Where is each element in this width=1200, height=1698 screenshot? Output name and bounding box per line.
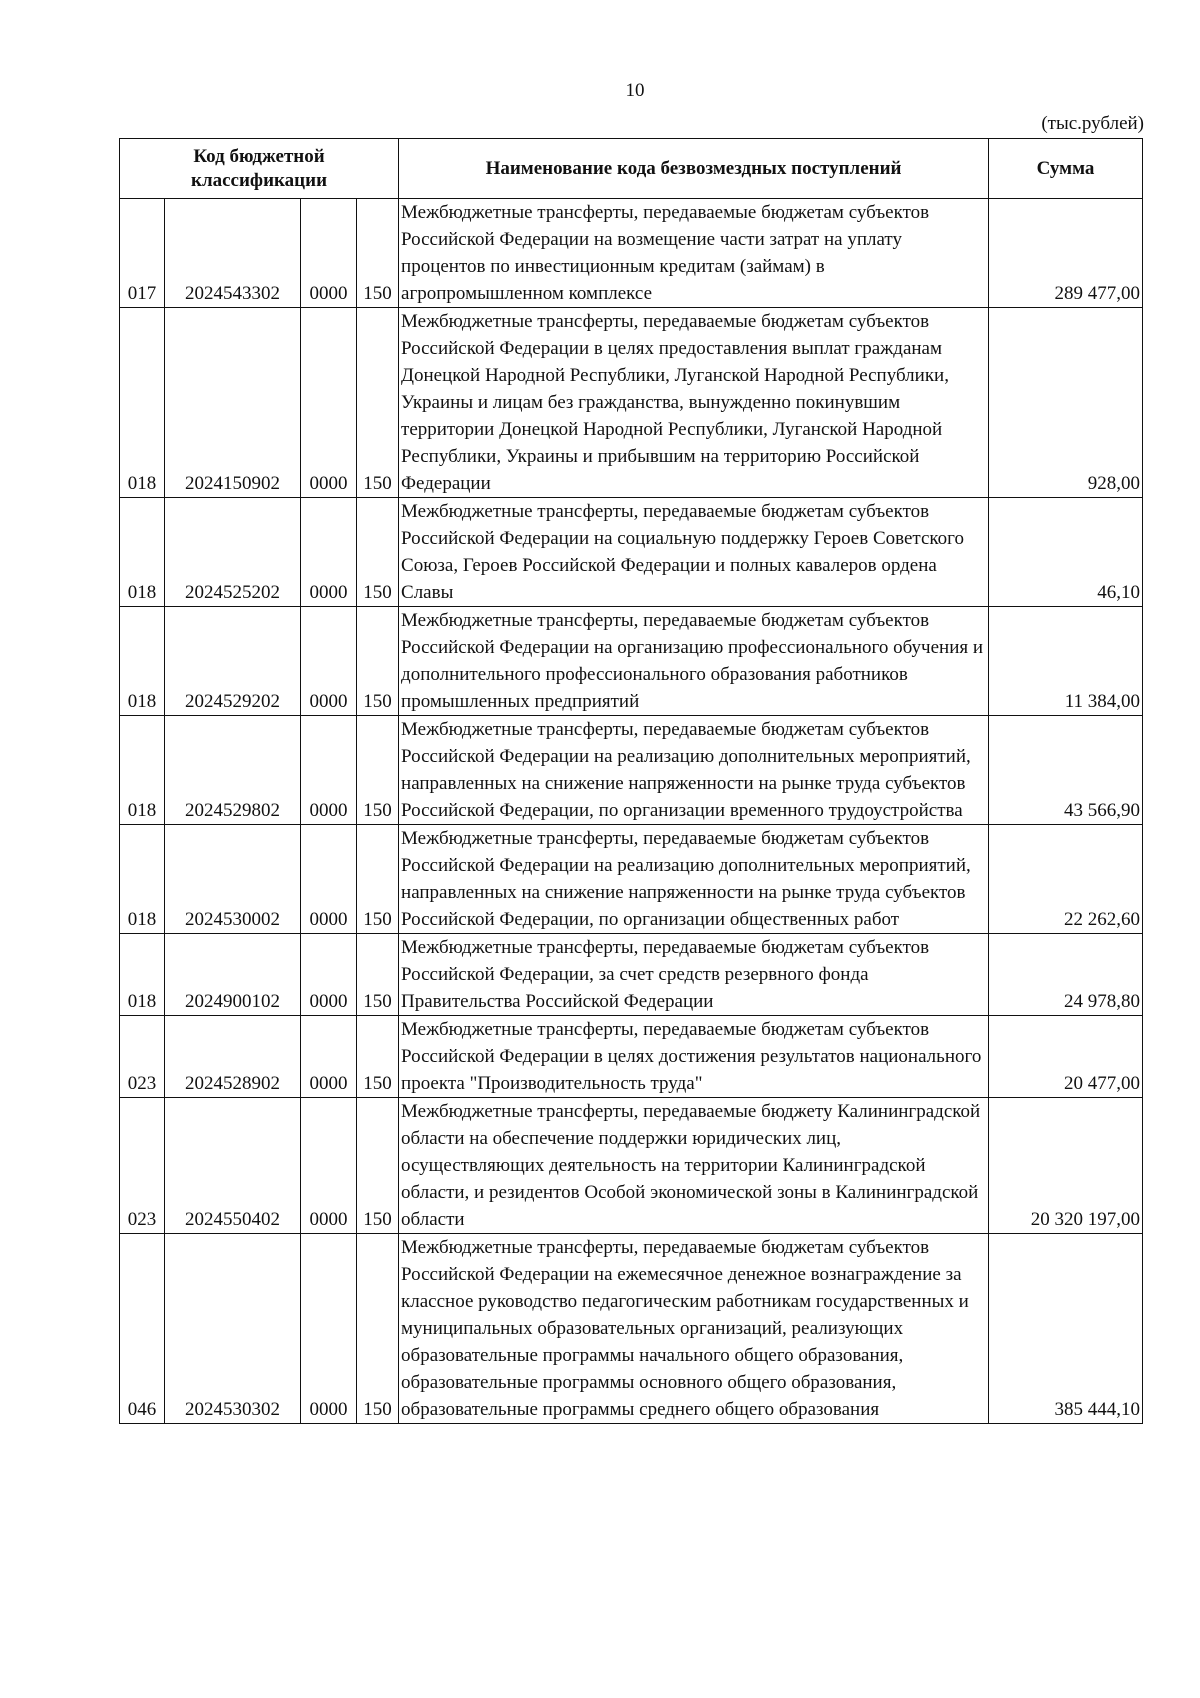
- sub-code-cell: 0000: [301, 1016, 357, 1098]
- budget-code-cell: 2024543302: [165, 199, 301, 308]
- page-number: 10: [625, 80, 645, 101]
- name-cell: Межбюджетные трансферты, передаваемые бюджетам субъектов Российской Федерации на организацию профессионального обучения и дополнительного профессионального образования работников промышленных предприятий: [399, 607, 989, 716]
- budget-code-cell: 2024530002: [165, 825, 301, 934]
- sub-code-cell: 0000: [301, 607, 357, 716]
- amount-cell: 22 262,60: [989, 825, 1143, 934]
- amount-cell: 43 566,90: [989, 716, 1143, 825]
- sub-code-cell: 0000: [301, 199, 357, 308]
- kosgu-code-cell: 150: [357, 1098, 399, 1234]
- name-cell: Межбюджетные трансферты, передаваемые бюджетам субъектов Российской Федерации на реализацию дополнительных мероприятий, направленных на снижение напряженности на рынке труда субъектов Российской Федерации, по организации общественных работ: [399, 825, 989, 934]
- name-cell: Межбюджетные трансферты, передаваемые бюджетам субъектов Российской Федерации, за счет средств резервного фонда Правительства Российской Федерации: [399, 934, 989, 1016]
- sub-code-cell: 0000: [301, 308, 357, 498]
- admin-code-cell: 018: [120, 716, 165, 825]
- sub-code-cell: 0000: [301, 825, 357, 934]
- admin-code-cell: 023: [120, 1098, 165, 1234]
- admin-code-cell: 018: [120, 934, 165, 1016]
- table-row: [120, 716, 1143, 825]
- header-name: Наименование кода безвозмездных поступлений: [399, 139, 989, 199]
- amount-cell: 289 477,00: [989, 199, 1143, 308]
- table-row: [120, 1016, 1143, 1098]
- name-cell: Межбюджетные трансферты, передаваемые бюджетам субъектов Российской Федерации на ежемесячное денежное вознаграждение за классное руководство педагогическим работникам государственных и муниципальных образовательных организаций, реализующих образовательные программы начального общего образования, образовательные программы основного общего образования, образовательные программы среднего общего образования: [399, 1234, 989, 1424]
- amount-cell: 46,10: [989, 498, 1143, 607]
- budget-code-cell: 2024528902: [165, 1016, 301, 1098]
- kosgu-code-cell: 150: [357, 825, 399, 934]
- amount-cell: 11 384,00: [989, 607, 1143, 716]
- kosgu-code-cell: 150: [357, 607, 399, 716]
- name-cell: Межбюджетные трансферты, передаваемые бюджетам субъектов Российской Федерации в целях предоставления выплат гражданам Донецкой Народной Республики, Луганской Народной Республики, Украины и лицам без гражданства, вынужденно покинувшим территории Донецкой Народной Республики, Луганской Народной Республики, Украины и прибывшим на территорию Российской Федерации: [399, 308, 989, 498]
- amount-cell: 20 320 197,00: [989, 1098, 1143, 1234]
- budget-code-cell: 2024900102: [165, 934, 301, 1016]
- admin-code-cell: 018: [120, 308, 165, 498]
- admin-code-cell: 018: [120, 825, 165, 934]
- table-row: [120, 934, 1143, 1016]
- amount-cell: 24 978,80: [989, 934, 1143, 1016]
- amount-cell: 20 477,00: [989, 1016, 1143, 1098]
- kosgu-code-cell: 150: [357, 934, 399, 1016]
- admin-code-cell: 017: [120, 199, 165, 308]
- kosgu-code-cell: 150: [357, 1234, 399, 1424]
- kosgu-code-cell: 150: [357, 308, 399, 498]
- table-row: [120, 1234, 1143, 1424]
- budget-code-cell: 2024529202: [165, 607, 301, 716]
- budget-code-cell: 2024550402: [165, 1098, 301, 1234]
- name-cell: Межбюджетные трансферты, передаваемые бюджетам субъектов Российской Федерации на возмещение части затрат на уплату процентов по инвестиционным кредитам (займам) в агропромышленном комплексе: [399, 199, 989, 308]
- kosgu-code-cell: 150: [357, 716, 399, 825]
- budget-code-cell: 2024530302: [165, 1234, 301, 1424]
- table-row: [120, 498, 1143, 607]
- sub-code-cell: 0000: [301, 498, 357, 607]
- name-cell: Межбюджетные трансферты, передаваемые бюджетам субъектов Российской Федерации в целях достижения результатов национального проекта "Производительность труда": [399, 1016, 989, 1098]
- name-cell: Межбюджетные трансферты, передаваемые бюджетам субъектов Российской Федерации на социальную поддержку Героев Советского Союза, Героев Российской Федерации и полных кавалеров ордена Славы: [399, 498, 989, 607]
- table-row: [120, 607, 1143, 716]
- table-row: [120, 199, 1143, 308]
- name-cell: Межбюджетные трансферты, передаваемые бюджетам субъектов Российской Федерации на реализацию дополнительных мероприятий, направленных на снижение напряженности на рынке труда субъектов Российской Федерации, по организации временного трудоустройства: [399, 716, 989, 825]
- budget-table: [119, 138, 1143, 1424]
- header-code: Код бюджетной классификации: [120, 139, 399, 199]
- table-row: [120, 1098, 1143, 1234]
- sub-code-cell: 0000: [301, 716, 357, 825]
- amount-cell: 385 444,10: [989, 1234, 1143, 1424]
- budget-code-cell: 2024525202: [165, 498, 301, 607]
- admin-code-cell: 023: [120, 1016, 165, 1098]
- sub-code-cell: 0000: [301, 1098, 357, 1234]
- kosgu-code-cell: 150: [357, 498, 399, 607]
- amount-cell: 928,00: [989, 308, 1143, 498]
- table-body: [120, 199, 1143, 1424]
- table-row: [120, 308, 1143, 498]
- sub-code-cell: 0000: [301, 934, 357, 1016]
- admin-code-cell: 018: [120, 607, 165, 716]
- admin-code-cell: 046: [120, 1234, 165, 1424]
- kosgu-code-cell: 150: [357, 199, 399, 308]
- budget-code-cell: 2024529802: [165, 716, 301, 825]
- name-cell: Межбюджетные трансферты, передаваемые бюджету Калининградской области на обеспечение поддержки юридических лиц, осуществляющих деятельность на территории Калининградской области, и резидентов Особой экономической зоны в Калининградской области: [399, 1098, 989, 1234]
- header-amount: Сумма: [989, 139, 1143, 199]
- unit-note: (тыс.рублей): [1041, 113, 1144, 134]
- table-row: [120, 825, 1143, 934]
- kosgu-code-cell: 150: [357, 1016, 399, 1098]
- table-header-row: [120, 139, 1143, 199]
- sub-code-cell: 0000: [301, 1234, 357, 1424]
- budget-code-cell: 2024150902: [165, 308, 301, 498]
- admin-code-cell: 018: [120, 498, 165, 607]
